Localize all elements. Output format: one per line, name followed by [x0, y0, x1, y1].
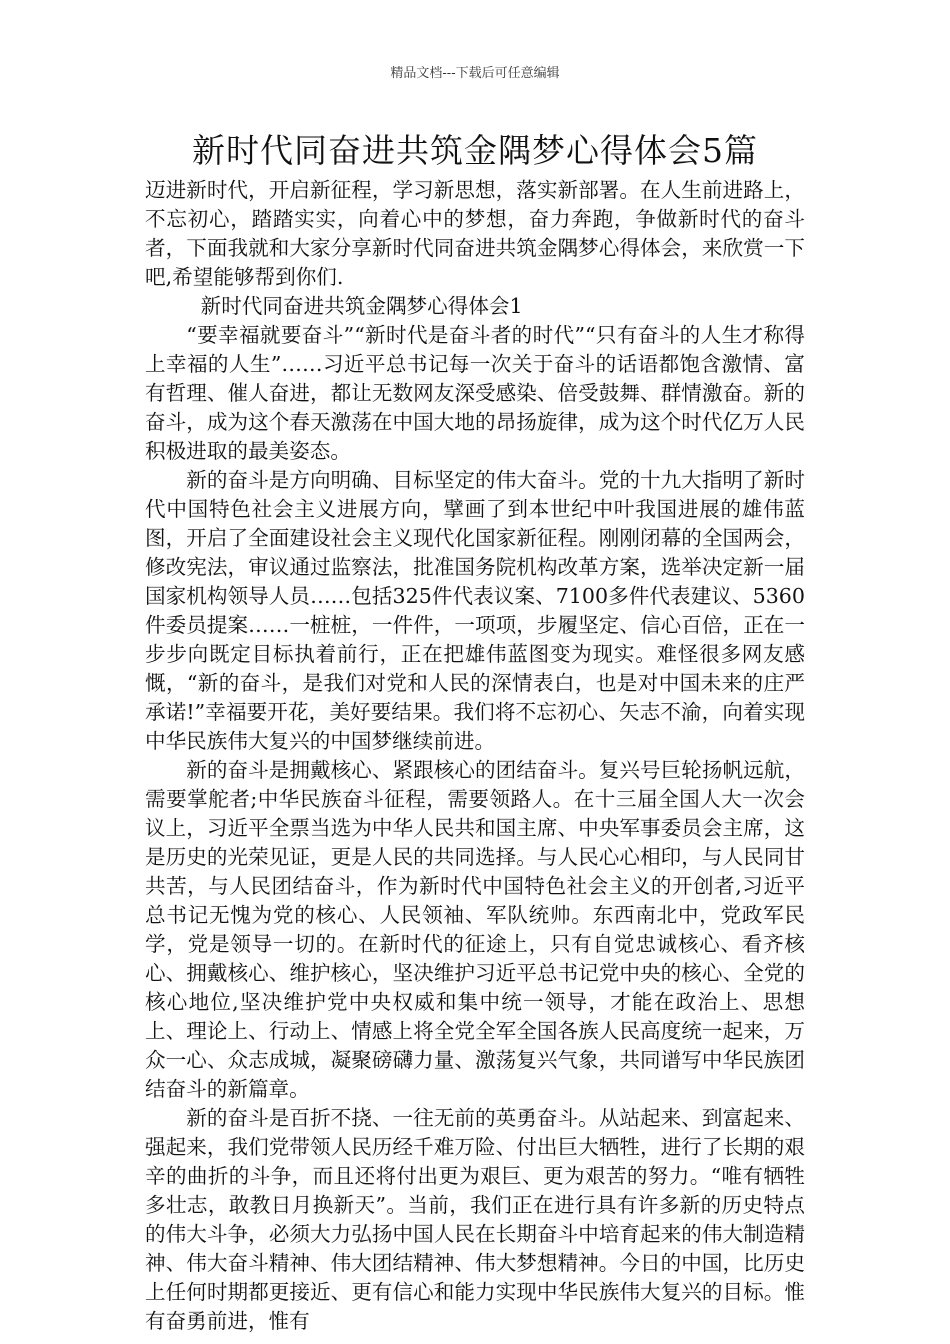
- section-heading: 新时代同奋进共筑金隅梦心得体会1: [200, 294, 523, 318]
- document-body: [145, 176, 805, 1336]
- body-paragraph: 新的奋斗是百折不挠、一往无前的英勇奋斗。从站起来、到富起来、强起来，我们党带领人民历经千难万险、付出巨大牺牲，进行了长期的艰辛的曲折的斗争，而且还将付出更为艰巨、更为艰苦的努力。“唯有牺牲多壮志，敢教日月换新天”。当前，我们正在进行具有许多新的历史特点的伟大斗争，必须大力弘扬中国人民在长期奋斗中培育起来的伟大制造精神、伟大奋斗精神、伟大团结精神、伟大梦想精神。今日的中国，比历史上任何时期都更接近、更有信心和能力实现中华民族伟大复兴的目标。惟有奋勇前进，惟有: [145, 1106, 805, 1333]
- intro-paragraph: 迈进新时代，开启新征程，学习新思想，落实新部署。在人生前进路上，不忘初心，踏踏实实，向着心中的梦想，奋力奔跑，争做新时代的奋斗者，下面我就和大家分享新时代同奋进共筑金隅梦心得体会，来欣赏一下吧,希望能够帮到你们.: [145, 178, 805, 289]
- body-paragraph: “要幸福就要奋斗”“新时代是奋斗者的时代”“只有奋斗的人生才称得上幸福的人生”……习近平总书记每一次关于奋斗的话语都饱含激情、富有哲理、催人奋进，都让无数网友深受感染、倍受鼓舞、群情激奋。新的奋斗，成为这个春天激荡在中国大地的昂扬旋律，成为这个时代亿万人民积极进取的最美姿态。: [145, 323, 805, 463]
- body-paragraph: 新的奋斗是拥戴核心、紧跟核心的团结奋斗。复兴号巨轮扬帆远航，需要掌舵者;中华民族奋斗征程，需要领路人。在十三届全国人大一次会议上，习近平全票当选为中华人民共和国主席、中央军事委员会主席，这是历史的光荣见证，更是人民的共同选择。与人民心心相印，与人民同甘共苦，与人民团结奋斗，作为新时代中国特色社会主义的开创者,习近平总书记无愧为党的核心、人民领袖、军队统帅。东西南北中，党政军民学，党是领导一切的。在新时代的征途上，只有自觉忠诚核心、看齐核心、拥戴核心、维护核心，坚决维护习近平总书记党中央的核心、全党的核心地位,坚决维护党中央权威和集中统一领导，才能在政治上、思想上、理论上、行动上、情感上将全党全军全国各族人民高度统一起来，万众一心、众志成城，凝聚磅礴力量、激荡复兴气象，共同谱写中华民族团结奋斗的新篇章。: [145, 758, 805, 1101]
- page-header-note: 精品文档---下载后可任意编辑: [390, 66, 560, 81]
- body-paragraph: 新的奋斗是方向明确、目标坚定的伟大奋斗。党的十九大指明了新时代中国特色社会主义进展方向，擘画了到本世纪中叶我国进展的雄伟蓝图，开启了全面建设社会主义现代化国家新征程。刚刚闭幕的全国两会，修改宪法，审议通过监察法，批准国务院机构改革方案，选举决定新一届国家机构领导人员……包括325件代表议案、7100多件代表建议、5360件委员提案……一桩桩，一件件，一项项，步履坚定、信心百倍，正在一步步向既定目标执着前行，正在把雄伟蓝图变为现实。难怪很多网友感慨，“新的奋斗，是我们对党和人民的深情表白，也是对中国未来的庄严承诺!”幸福要开花，美好要结果。我们将不忘初心、矢志不渝，向着实现中华民族伟大复兴的中国梦继续前进。: [145, 468, 805, 753]
- document-title: 新时代同奋进共筑金隅梦心得体会5篇: [192, 131, 758, 170]
